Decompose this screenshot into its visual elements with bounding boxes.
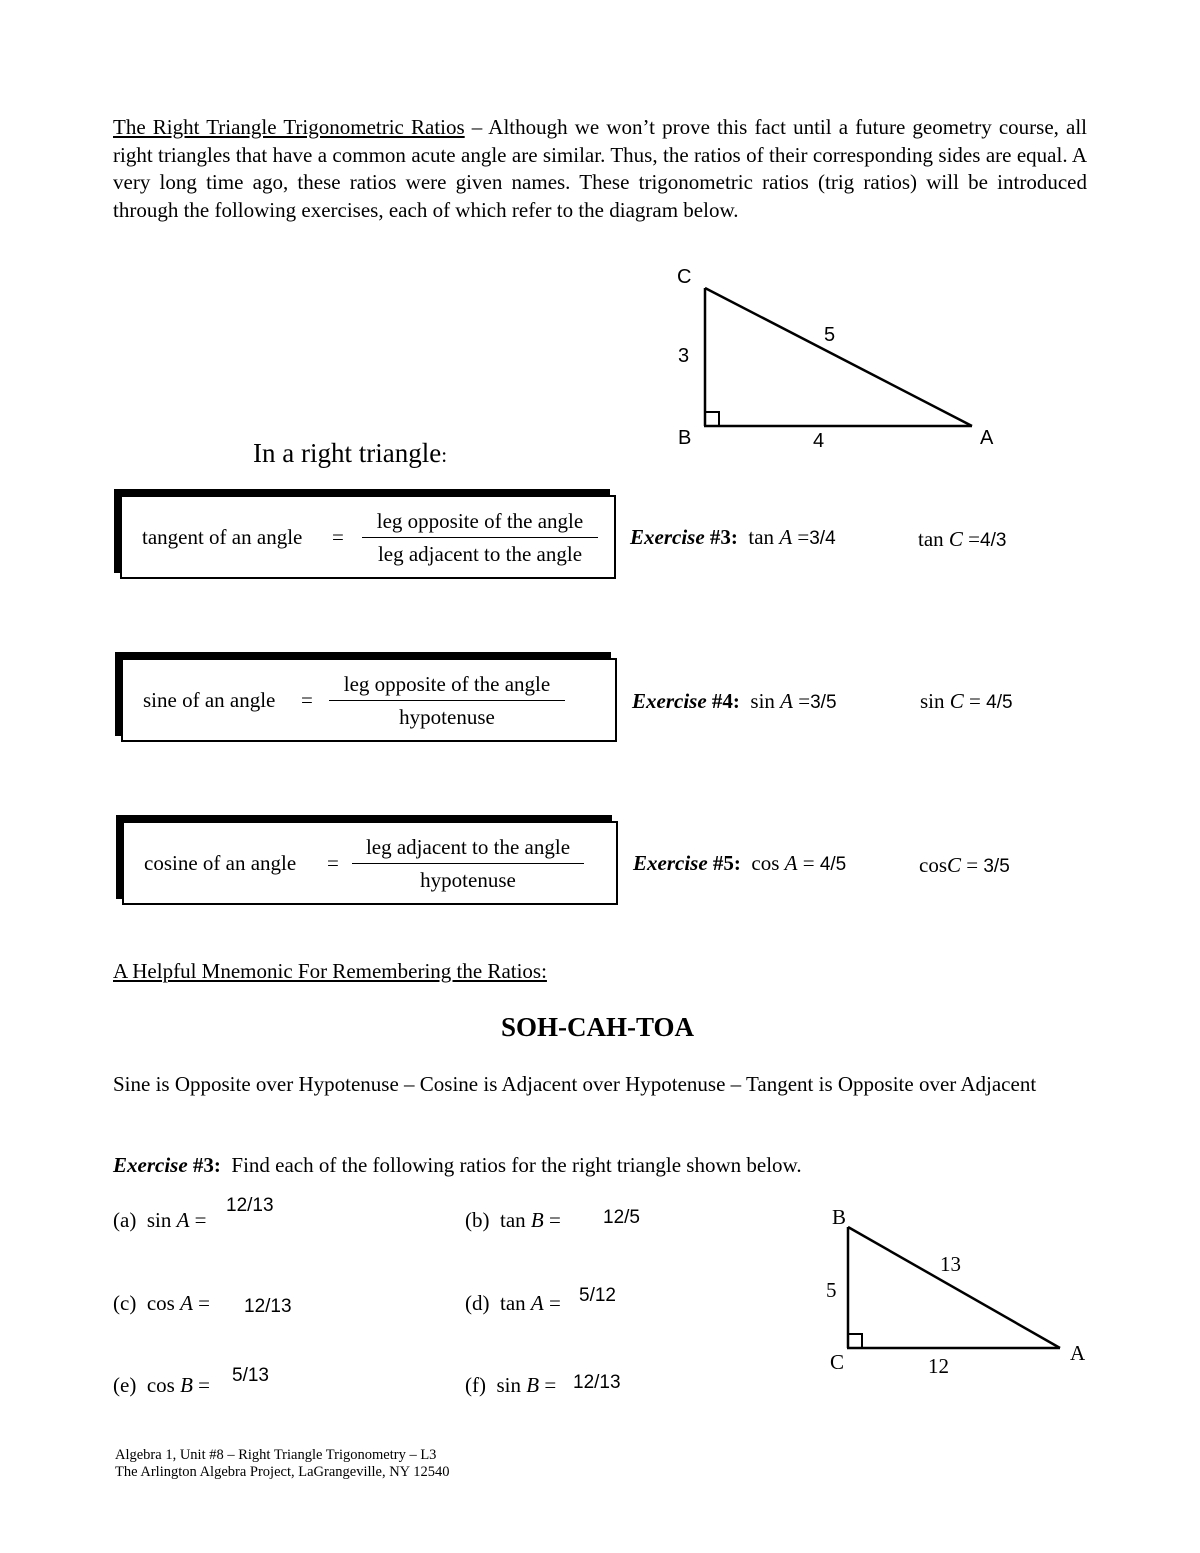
sine-definition-box — [121, 658, 617, 742]
exercise-label: Exercise — [633, 851, 708, 875]
triangle1-side-ca-label: 5 — [824, 324, 836, 346]
fraction-denominator: hypotenuse — [420, 868, 516, 892]
exercise-label: Exercise — [113, 1153, 188, 1177]
exercise-label: Exercise — [632, 689, 707, 713]
angle-var: B — [180, 1373, 193, 1397]
exercise-prompt-text: Find each of the following ratios for the right triangle shown below. — [231, 1153, 802, 1177]
fn-name: sin — [750, 689, 775, 713]
right-triangle-heading-text: In a right triangle — [253, 438, 442, 468]
mnemonic-acronym: SOH-CAH-TOA — [500, 1012, 695, 1042]
exercise-item-d — [465, 1291, 561, 1316]
fn-name: tan — [500, 1291, 526, 1315]
answer-a: 12/13 — [226, 1195, 274, 1216]
equals-sign: = — [548, 1208, 561, 1232]
triangle1-vertex-a: A — [980, 427, 994, 449]
exercise-number: #3: — [709, 525, 738, 549]
intro-title: The Right Triangle Trigonometric Ratios — [113, 115, 465, 139]
right-triangle-heading-colon: : — [441, 443, 448, 467]
answer-sin-c: 4/5 — [986, 692, 1013, 713]
exercise-item-c — [113, 1291, 210, 1316]
page-footer — [115, 1447, 450, 1481]
fraction-numerator: leg adjacent to the angle — [352, 835, 584, 864]
ratio-fraction — [362, 509, 598, 567]
triangle1-right-angle-mark — [705, 412, 719, 426]
exercise-tan-row — [630, 525, 836, 550]
equals-sign: = — [198, 1291, 210, 1315]
equals-sign: = — [798, 689, 811, 713]
angle-var: B — [526, 1373, 540, 1397]
fraction-numerator: leg opposite of the angle — [329, 672, 565, 701]
triangle2-right-angle-mark — [848, 1334, 862, 1348]
item-tag: (b) — [465, 1208, 490, 1232]
triangle2-side-bc-label: 5 — [826, 1278, 837, 1302]
exercise-number: #4: — [711, 689, 740, 713]
fn-name: sin — [496, 1373, 521, 1397]
triangle2-side-ba-label: 13 — [940, 1252, 961, 1276]
fn-name: sin — [920, 689, 945, 713]
equals-sign: = — [332, 524, 344, 549]
equals-sign: = — [327, 850, 339, 875]
fraction-numerator: leg opposite of the angle — [362, 509, 598, 538]
tangent-definition-box — [120, 495, 616, 579]
equals-sign: = — [966, 853, 979, 877]
answer-f: 12/13 — [573, 1372, 621, 1393]
answer-cos-c: 3/5 — [983, 856, 1010, 877]
intro-text: – Although we won’t prove this fact until a future geometry course, all right triangles that have a common acute angle are similar. Thus, the ratios of their corresponding sides are equal. A very long time ago, these ratios were given names. These trigonometric ratios (trig ratios) will be introduced through the following exercises, each of which refer to the diagram below. — [113, 115, 1088, 222]
exercise-item-b — [465, 1208, 561, 1233]
exercise-cos-row — [633, 851, 846, 876]
ratio-fraction — [329, 672, 565, 730]
angle-var: A — [784, 851, 798, 875]
angle-var: A — [180, 1291, 193, 1315]
angle-var: C — [948, 527, 963, 551]
exercise-number: #3: — [192, 1153, 221, 1177]
ratio-name: tangent of an angle — [142, 524, 303, 549]
ratio-name: sine of an angle — [143, 687, 276, 712]
equals-sign: = — [301, 687, 313, 712]
triangle-diagram-1 — [600, 260, 1020, 460]
cosine-definition-box — [122, 821, 618, 905]
item-tag: (c) — [113, 1291, 137, 1315]
right-triangle-heading — [253, 438, 447, 469]
answer-d: 5/12 — [579, 1285, 616, 1306]
answer-e: 5/13 — [232, 1365, 269, 1386]
mnemonic-heading: A Helpful Mnemonic For Remembering the Ratios: — [113, 959, 547, 983]
answer-b: 12/5 — [603, 1207, 640, 1228]
fn-name: cos — [146, 1373, 175, 1397]
angle-var: A — [780, 689, 793, 713]
mnemonic-line: Sine is Opposite over Hypotenuse – Cosine is Adjacent over Hypotenuse – Tangent is Opposite over Adjacent — [113, 1072, 1037, 1096]
triangle2-vertex-c: C — [830, 1350, 845, 1374]
angle-var: B — [530, 1208, 544, 1232]
angle-var: A — [779, 525, 793, 549]
fn-name: tan — [918, 527, 944, 551]
fn-name: cos — [919, 853, 947, 877]
exercise-item-a — [113, 1208, 207, 1233]
triangle2-vertex-a: A — [1070, 1341, 1086, 1365]
ratio-fraction — [352, 835, 584, 893]
equals-sign: = — [968, 527, 981, 551]
fn-name: cos — [751, 851, 780, 875]
ratio-name: cosine of an angle — [144, 850, 297, 875]
triangle2-side-ca-label: 12 — [928, 1354, 949, 1378]
intro-paragraph — [113, 114, 1087, 224]
fn-name: sin — [146, 1208, 172, 1232]
exercise-tan-c — [918, 527, 1006, 552]
answer-tan-c: 4/3 — [980, 530, 1007, 551]
footer-line-1: Algebra 1, Unit #8 – Right Triangle Trigonometry – L3 — [115, 1447, 437, 1463]
fn-name: tan — [500, 1208, 526, 1232]
triangle1-side-ca — [705, 288, 972, 426]
item-tag: (e) — [113, 1373, 137, 1397]
item-tag: (d) — [465, 1291, 490, 1315]
equals-sign: = — [194, 1208, 207, 1232]
triangle2-side-ba — [848, 1227, 1060, 1348]
fn-name: tan — [748, 525, 775, 549]
triangle1-vertex-b: B — [678, 427, 692, 449]
equals-sign: = — [544, 1373, 557, 1397]
equals-sign: = — [802, 851, 815, 875]
triangle2-vertex-b: B — [832, 1205, 847, 1229]
exercise-sin-row — [632, 689, 837, 714]
fraction-denominator: leg adjacent to the angle — [377, 542, 583, 566]
item-tag: (f) — [465, 1373, 486, 1397]
exercise-6-prompt — [113, 1153, 802, 1178]
footer-line-2: The Arlington Algebra Project, LaGrangeville, NY 12540 — [115, 1464, 450, 1480]
angle-var: C — [947, 853, 962, 877]
triangle1-vertex-c: C — [677, 266, 692, 288]
angle-var: A — [530, 1291, 544, 1315]
equals-sign: = — [969, 689, 981, 713]
equals-sign: = — [198, 1373, 210, 1397]
triangle1-side-cb-label: 3 — [678, 345, 690, 367]
fraction-denominator: hypotenuse — [399, 705, 495, 729]
triangle1-side-ba-label: 4 — [813, 430, 825, 452]
answer-sin-a: 3/5 — [810, 692, 837, 713]
answer-tan-a: 3/4 — [809, 528, 836, 549]
answer-c: 12/13 — [244, 1296, 292, 1317]
exercise-cos-c — [919, 853, 1010, 878]
item-tag: (a) — [113, 1208, 137, 1232]
exercise-sin-c — [920, 689, 1013, 714]
exercise-number: #5: — [712, 851, 741, 875]
angle-var: A — [176, 1208, 190, 1232]
exercise-item-f — [465, 1373, 556, 1398]
exercise-label: Exercise — [630, 525, 705, 549]
equals-sign: = — [548, 1291, 561, 1315]
equals-sign: = — [797, 525, 810, 549]
angle-var: C — [949, 689, 964, 713]
answer-cos-a: 4/5 — [819, 854, 847, 875]
exercise-item-e — [113, 1373, 210, 1398]
fn-name: cos — [146, 1291, 175, 1315]
